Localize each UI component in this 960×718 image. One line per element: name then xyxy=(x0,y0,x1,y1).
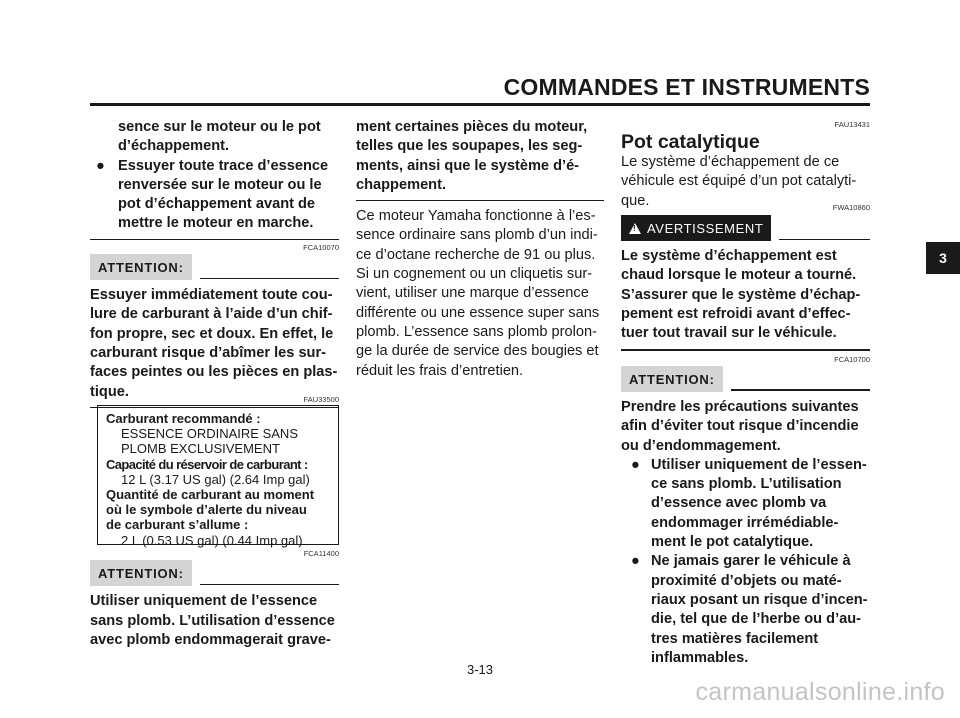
attention-heading xyxy=(621,366,870,392)
bullet-unleaded-only: ● Utiliser uniquement de l’essen- ce sans plomb. L’utilisation d’essence avec plomb va endommager irrémédiable- ment le pot catalytique. xyxy=(631,456,867,551)
chapter-tab[interactable]: 3 xyxy=(926,242,960,274)
warning-label: AVERTISSEMENT xyxy=(647,220,764,236)
fuel-spec-box xyxy=(97,405,339,548)
bullet-dot-icon: ● xyxy=(631,456,640,473)
recommended-fuel-value: PLOMB EXCLUSIVEMENT xyxy=(121,441,280,457)
section-title: Pot catalytique xyxy=(621,131,760,153)
reference-code: FCA10700 xyxy=(834,354,870,364)
column-left xyxy=(90,118,339,408)
attention-rule xyxy=(200,584,339,586)
attention-text: Prendre les précautions suivantes afin d’éviter tout risque d’incendie ou d’endommagement. xyxy=(621,398,859,454)
reserve-label: de carburant s’allume : xyxy=(106,517,249,533)
column-right xyxy=(621,120,870,668)
reference-code: FCA10070 xyxy=(303,242,339,252)
column-left-lower xyxy=(90,549,339,650)
reference-code: FCA11400 xyxy=(303,549,339,558)
column-middle xyxy=(356,118,604,381)
section-header-title: COMMANDES ET INSTRUMENTS xyxy=(503,74,870,100)
recommended-fuel-value: ESSENCE ORDINAIRE SANS xyxy=(121,426,298,442)
attention-text: Essuyer immédiatement toute cou- lure de carburant à l’aide d’un chif- fon propre, sec et doux. En effet, le carburant risque d’abîmer les sur- faces peintes ou les pièces en plas- tique. xyxy=(90,287,338,400)
bullet-dot-icon: ● xyxy=(631,553,640,570)
attention-text: Utiliser uniquement de l’essence sans plomb. L’utilisation d’essence avec plomb endommagerait grave- xyxy=(90,593,335,648)
warning-triangle-icon: ! xyxy=(629,223,641,234)
divider xyxy=(621,349,870,351)
recommended-fuel-label: Carburant recommandé : xyxy=(106,411,261,426)
warning-heading xyxy=(621,215,870,241)
body-paragraph: Ce moteur Yamaha fonctionne à l’es- sence ordinaire sans plomb d’un indi- ce d’octane recherche de 91 ou plus. Si un cognement ou un cliquetis sur- vient, utiliser une marque d’essence différente ou une essence super sans plomb. L’essence sans plomb prolon- ge la durée de service des bougies et réduit les frais d’entretien. xyxy=(356,208,600,379)
warning-rule xyxy=(779,239,870,241)
attention-text-continued: ment certaines pièces du moteur, telles que les soupapes, les seg- ments, ainsi que le système d’é- chappement. xyxy=(356,119,588,193)
continued-bullet-text: sence sur le moteur ou le pot d’échappement. xyxy=(118,119,321,155)
attention-badge: ATTENTION: xyxy=(90,254,192,280)
reference-code: FAU33500 xyxy=(303,395,339,404)
attention-rule xyxy=(200,278,339,280)
tank-capacity-label: Capacité du réservoir de carburant : xyxy=(106,456,308,472)
divider xyxy=(90,239,339,240)
attention-badge: ATTENTION: xyxy=(90,560,192,586)
bullet-wipe-fuel: ● Essuyer toute trace d’essence renversée sur le moteur ou le pot d’échappement avant de mettre le moteur en marche. xyxy=(96,157,329,232)
reserve-value: 2 L (0.53 US gal) (0.44 Imp gal) xyxy=(121,532,303,548)
bullet-no-parking-near-flammables: ● Ne jamais garer le véhicule à proximité d’objets ou maté- riaux posant un risque d’incen- die, tel que de l’herbe ou d’au- tres matières facilement inflammables. xyxy=(631,553,868,666)
reserve-label: où le symbole d’alerte du niveau xyxy=(106,502,307,518)
reserve-label: Quantité de carburant au moment xyxy=(106,487,315,503)
page-number: 3-13 xyxy=(466,662,494,677)
bullet-dot-icon: ● xyxy=(96,157,105,174)
reference-code: FAU13431 xyxy=(834,120,870,129)
divider xyxy=(356,200,604,201)
warning-badge xyxy=(621,215,771,241)
attention-heading xyxy=(90,254,339,280)
warning-text: Le système d’échappement est chaud lorsque le moteur a tourné. S’assurer que le système d’échap- pement est refroidi avant d’effec- tuer tout travail sur le véhicule. xyxy=(621,248,861,342)
attention-heading xyxy=(90,560,339,586)
attention-badge: ATTENTION: xyxy=(621,366,723,392)
attention-rule xyxy=(731,389,870,391)
tank-capacity-value: 12 L (3.17 US gal) (2.64 Imp gal) xyxy=(121,471,310,487)
reference-code: FWA10860 xyxy=(832,202,870,212)
watermark: carmanualsonline.info xyxy=(695,678,945,706)
header-rule xyxy=(90,103,870,106)
intro-paragraph: Le système d’échappement de ce véhicule est équipé d’un pot catalyti- que. xyxy=(621,154,857,209)
